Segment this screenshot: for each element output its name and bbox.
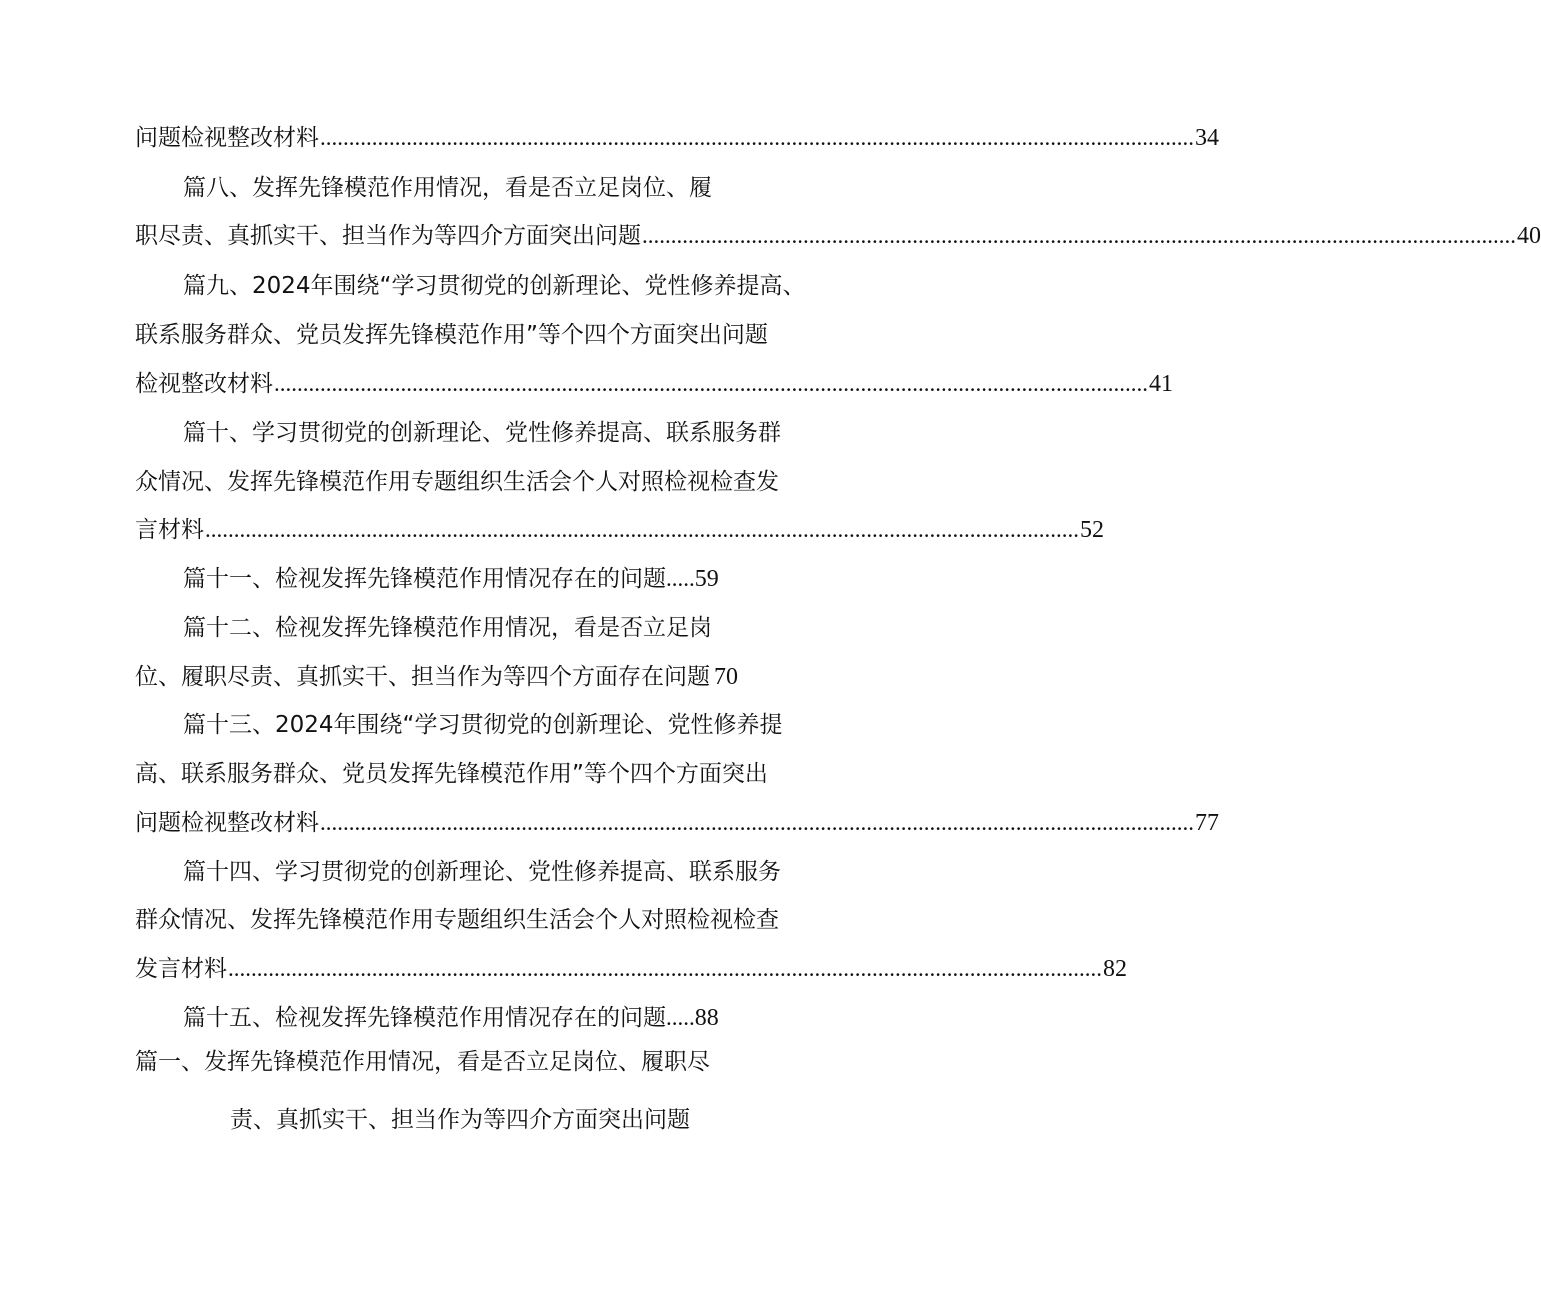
- toc-page-number: 34: [1195, 125, 1219, 151]
- toc-entry-1-last-line: [135, 116, 1219, 160]
- toc-entry-3-line-2: 联系服务群众、党员发挥先锋模范作用”等个四个方面突出问题: [135, 322, 768, 348]
- section-heading-line-2: 责、真抓实干、担当作为等四介方面突出问题: [230, 1107, 690, 1133]
- toc-leader-dots: ........................................................................................................................................................: [642, 223, 1516, 248]
- toc-leader-dots: ........................................................................................................................................................: [205, 517, 1079, 542]
- toc-entry-9-last-line: [183, 996, 791, 1040]
- toc-entry-3-last-line: [135, 362, 1173, 406]
- toc-entry-text: 位、履职尽责、真抓实干、担当作为等四个方面存在问题: [135, 664, 710, 690]
- toc-leader-dots: ........................................................................................................................................................: [320, 810, 1194, 835]
- toc-page-number: 88: [694, 1005, 719, 1031]
- toc-entry-6-last-line: [135, 655, 791, 699]
- toc-entry-5-last-line: [183, 557, 791, 601]
- toc-entry-text: 发言材料: [135, 956, 227, 982]
- toc-entry-8-last-line: [135, 947, 1127, 991]
- section-heading-line-1: 篇一、发挥先锋模范作用情况，看是否立足岗位、履职尽: [135, 1049, 710, 1075]
- toc-entry-text: 问题检视整改材料: [135, 125, 319, 151]
- toc-entry-text: 言材料: [135, 517, 204, 543]
- toc-entry-4-line-1: 篇十、学习贯彻党的创新理论、党性修养提高、联系服务群: [183, 420, 781, 446]
- toc-page-number: 59: [694, 566, 719, 592]
- toc-entry-text: 检视整改材料: [135, 371, 273, 397]
- toc-entry-4-line-2: 众情况、发挥先锋模范作用专题组织生活会个人对照检视检查发: [135, 469, 779, 495]
- toc-page-number: 77: [1195, 810, 1219, 836]
- toc-page-number: 41: [1149, 371, 1173, 397]
- toc-entry-8-line-2: 群众情况、发挥先锋模范作用专题组织生活会个人对照检视检查: [135, 907, 779, 933]
- toc-entry-4-last-line: [135, 508, 1104, 552]
- toc-page-number: 82: [1103, 956, 1127, 982]
- toc-leader-dots: ........................................................................................................................................................: [320, 125, 1194, 150]
- toc-entry-text: 篇十五、检视发挥先锋模范作用情况存在的问题: [183, 1005, 666, 1031]
- toc-entry-7-line-1: 篇十三、2024年围绕“学习贯彻党的创新理论、党性修养提: [183, 712, 783, 738]
- toc-entry-7-line-2: 高、联系服务群众、党员发挥先锋模范作用”等个四个方面突出: [135, 761, 768, 787]
- toc-leader-dots: ........................................................................................................................................................: [228, 956, 1102, 981]
- toc-entry-text: 问题检视整改材料: [135, 810, 319, 836]
- toc-leader-dots: .....: [666, 1005, 695, 1030]
- toc-page-number: 52: [1080, 517, 1104, 543]
- toc-page-number: 70: [714, 664, 738, 690]
- toc-entry-2-line-1: 篇八、发挥先锋模范作用情况，看是否立足岗位、履: [183, 175, 712, 201]
- toc-leader-dots: ........................................................................................................................................................: [274, 371, 1148, 396]
- toc-entry-8-line-1: 篇十四、学习贯彻党的创新理论、党性修养提高、联系服务: [183, 859, 781, 885]
- toc-entry-text: 篇十一、检视发挥先锋模范作用情况存在的问题: [183, 566, 666, 592]
- toc-entry-7-last-line: [135, 801, 1219, 845]
- toc-page-number: 40: [1517, 223, 1541, 249]
- toc-entry-2-last-line: [135, 214, 1541, 258]
- toc-entry-6-line-1: 篇十二、检视发挥先锋模范作用情况，看是否立足岗: [183, 615, 712, 641]
- toc-entry-text: 职尽责、真抓实干、担当作为等四介方面突出问题: [135, 223, 641, 249]
- toc-entry-3-line-1: 篇九、2024年围绕“学习贯彻党的创新理论、党性修养提高、: [183, 273, 806, 299]
- toc-leader-dots: .....: [666, 566, 695, 591]
